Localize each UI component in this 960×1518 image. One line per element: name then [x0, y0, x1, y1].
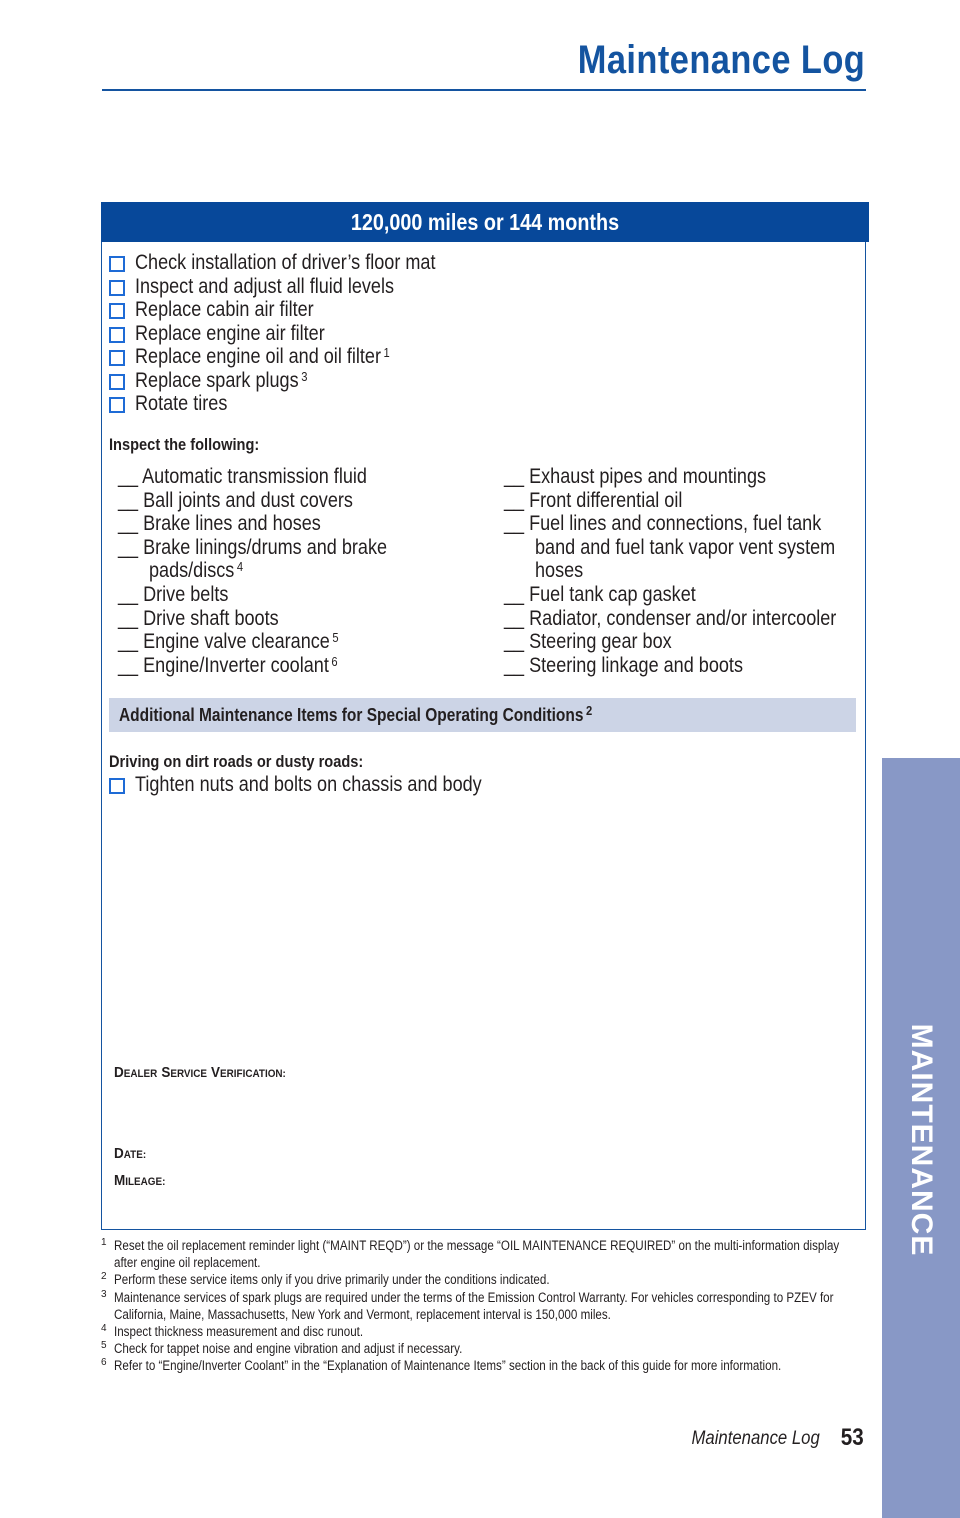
footnote-ref: 5	[332, 630, 339, 646]
footnote-number: 4	[101, 1323, 107, 1335]
footnote-ref: 6	[331, 653, 338, 669]
dealer-verification-label: DEALER SERVICE VERIFICATION:	[114, 1064, 286, 1081]
footnote-text: Check for tappet noise and engine vibration and adjust if necessary.	[114, 1341, 463, 1357]
inspect-item-text: __ Steering gear box	[504, 630, 672, 654]
footnote-text: Maintenance services of spark plugs are required under the terms of the Emission Control Warranty. For vehicles corresponding to PZEV for California, Maine, Massachusetts, New York and Vermont, replacement interval is 150,000 miles.	[114, 1289, 834, 1322]
footnote-text: Refer to “Engine/Inverter Coolant” in the “Explanation of Maintenance Items” section in the back of this guide for more information.	[114, 1358, 782, 1374]
checkbox-icon[interactable]	[109, 303, 125, 319]
footnote-ref: 4	[236, 559, 244, 575]
inspect-item-text: hoses	[535, 559, 584, 583]
inspect-label: Inspect the following:	[109, 435, 260, 454]
checklist-item-label: Check installation of driver’s floor mat	[135, 251, 436, 274]
footnote	[101, 1340, 861, 1357]
date-label: DATE:	[114, 1145, 147, 1162]
section-tab-label: MAINTENANCE	[905, 1023, 938, 1257]
inspect-item-label	[118, 607, 279, 631]
inspect-item-text: __ Ball joints and dust covers	[118, 488, 353, 512]
checklist-item-label: Replace cabin air filter	[135, 298, 314, 321]
checklist-item-label: Inspect and adjust all fluid levels	[135, 274, 395, 298]
inspect-item-label	[118, 489, 353, 513]
footnote-text: Inspect thickness measurement and disc runout.	[114, 1324, 364, 1340]
footnote-number: 3	[101, 1288, 107, 1300]
inspect-item-text: __ Fuel lines and connections, fuel tank	[504, 512, 822, 536]
title-divider	[102, 89, 866, 91]
footnote	[101, 1323, 861, 1340]
footnote	[101, 1289, 861, 1323]
footnote	[101, 1237, 861, 1271]
inspect-item-text: __ Exhaust pipes and mountings	[504, 465, 767, 488]
footnote-number: 2	[101, 1271, 107, 1283]
inspect-item-label	[504, 654, 743, 678]
inspect-item-label	[535, 536, 835, 560]
checkbox-icon[interactable]	[109, 280, 125, 296]
footnotes	[101, 1237, 861, 1375]
footnote-text: Perform these service items only if you drive primarily under the conditions indicated.	[114, 1272, 550, 1288]
footnote-ref: 1	[383, 345, 390, 360]
inspect-item-text: __ Front differential oil	[504, 488, 683, 512]
inspect-item-label	[118, 536, 387, 560]
interval-title: 120,000 miles or 144 months	[350, 209, 620, 235]
checklist-item-label: Tighten nuts and bolts on chassis and body	[135, 773, 482, 796]
footnote-number: 1	[101, 1237, 107, 1248]
inspect-item-label	[504, 489, 682, 513]
checkbox-icon[interactable]	[109, 327, 125, 343]
inspect-item-text: __ Drive belts	[118, 582, 229, 606]
checklist-item-label: Rotate tires	[135, 392, 228, 415]
inspect-item-text: __ Engine valve clearance	[118, 630, 330, 654]
inspect-item-label	[118, 465, 367, 489]
inspect-item-label	[504, 512, 821, 536]
special-conditions-title: Additional Maintenance Items for Special Operating Conditions	[119, 705, 584, 725]
inspect-item-label	[118, 654, 338, 680]
checkbox-icon[interactable]	[109, 256, 125, 272]
condition-label: Driving on dirt roads or dusty roads:	[109, 752, 364, 771]
inspect-item-label	[118, 583, 228, 607]
inspect-item-text: __ Drive shaft boots	[118, 606, 279, 630]
footnote-ref: 3	[301, 368, 308, 384]
inspect-item-label	[504, 607, 836, 631]
section-tab-label-wrap	[882, 0, 960, 1518]
inspect-item-label	[535, 559, 583, 583]
inspect-item-text: pads/discs	[149, 559, 235, 583]
page-title: Maintenance Log	[577, 38, 865, 82]
checkbox-icon[interactable]	[109, 778, 125, 794]
mileage-label: MILEAGE:	[114, 1172, 166, 1189]
inspect-item-text: __ Brake lines and hoses	[118, 512, 321, 536]
interval-header	[101, 202, 869, 242]
inspect-item-text: __ Steering linkage and boots	[504, 653, 743, 677]
footer-label: Maintenance Log	[691, 1428, 820, 1449]
footnote	[101, 1271, 861, 1288]
inspect-item-text: __ Engine/Inverter coolant	[118, 653, 329, 677]
checklist-item-label: Replace spark plugs $^3$	[135, 368, 308, 392]
checklist-item-label: Replace engine air filter	[135, 321, 325, 345]
inspect-item-text: band and fuel tank vapor vent system	[535, 535, 836, 559]
checkbox-icon[interactable]	[109, 350, 125, 366]
inspect-item-text: __ Brake linings/drums and brake	[118, 535, 388, 559]
special-conditions-footnote-ref: 2	[586, 703, 593, 718]
checklist-item-label: Replace engine oil and oil filter $^1$	[135, 345, 390, 368]
inspect-item-label	[149, 559, 243, 585]
page-number: 53	[841, 1424, 864, 1451]
special-conditions-band	[109, 698, 856, 732]
inspect-item-label	[504, 465, 766, 489]
inspect-item-text: __ Fuel tank cap gasket	[504, 582, 696, 606]
inspect-item-label	[118, 630, 339, 656]
inspect-item-text: __ Automatic transmission fluid	[118, 465, 367, 488]
checkbox-icon[interactable]	[109, 397, 125, 413]
inspect-item-text: __ Radiator, condenser and/or intercooler	[504, 606, 837, 630]
checkbox-icon[interactable]	[109, 374, 125, 390]
footnote	[101, 1357, 861, 1374]
inspect-item-label	[504, 583, 696, 607]
inspect-item-label	[504, 630, 672, 654]
footnote-text: Reset the oil replacement reminder light (“MAINT REQD”) or the message “OIL MAINTENANCE REQUIRED” on the multi-information display after engine oil replacement.	[114, 1238, 840, 1271]
footnote-number: 5	[101, 1340, 107, 1352]
inspect-item-label	[118, 512, 321, 536]
footnote-number: 6	[101, 1357, 107, 1369]
